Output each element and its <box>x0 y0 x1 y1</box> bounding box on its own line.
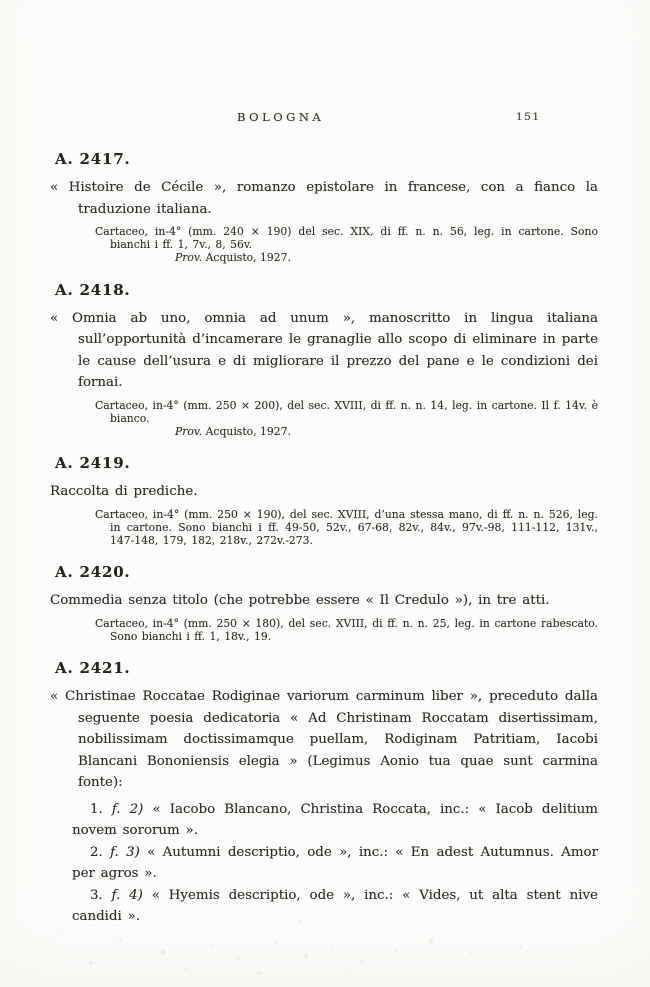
entry-item <box>50 885 598 928</box>
note-text: Cartaceo, in-4° (mm. 250 × 190), del sec. XVIII, d’una stessa mano, di ff. n. n. 526, leg. in cartone. Sono bianchi i ff. 49-50, 52v., 67-68, 82v., 84v., 97v.-98, 111-112, 131v., 147-148, 179, 182, 218v., 272v.-273. <box>95 507 598 548</box>
item-incipit: « Autumni descriptio, ode », inc.: « En adest Autumnus. Amor per agros ». <box>72 844 598 882</box>
provenance-text: Acquisto, 1927. <box>205 425 291 439</box>
entry-description: « Omnia ab uno, omnia ad unum », manoscritto in lingua italiana sull’opportunità d’incamerare le granaglie allo scopo di eliminare in parte le cause dell’usura e di migliorare il prezzo del pane e le condizioni dei fornai. <box>50 310 598 391</box>
item-folio: f. 3) <box>110 844 140 860</box>
item-incipit: « Iacobo Blancano, Christina Roccata, inc.: « Iacob delitium novem sororum ». <box>72 801 598 839</box>
entry-item <box>50 842 598 885</box>
entry-item <box>50 799 598 842</box>
entry-number: A. 2418. <box>55 280 131 299</box>
catalog-entry <box>50 563 598 643</box>
codicological-note <box>95 617 598 643</box>
item-number: 2. <box>90 844 103 860</box>
page-number: 151 <box>516 111 541 123</box>
entry-description: « Histoire de Cécile », romanzo epistolare in francese, con a fianco la traduzione italiana. <box>50 180 598 217</box>
scan-noise-speckles <box>0 0 2 2</box>
catalog-entries <box>50 150 598 928</box>
entry-description: Commedia senza titolo (che potrebbe essere « Il Credulo »), in tre atti. <box>50 593 550 609</box>
item-folio: f. 4) <box>111 887 143 903</box>
entry-description: Raccolta di prediche. <box>50 484 198 500</box>
item-folio: f. 2) <box>111 801 144 817</box>
codicological-note <box>95 225 598 265</box>
provenance-line <box>175 425 598 438</box>
provenance-label: Prov. <box>175 425 203 439</box>
note-text: Cartaceo, in-4° (mm. 250 × 200), del sec. XVIII, di ff. n. n. 14, leg. in cartone. Il f. 14v. è bianco. <box>95 398 598 425</box>
entry-number: A. 2421. <box>55 659 131 678</box>
entry-number: A. 2417. <box>55 150 131 168</box>
provenance-text: Acquisto, 1927. <box>205 251 291 265</box>
provenance-line <box>175 251 598 264</box>
running-head: BOLOGNA <box>237 110 325 124</box>
codicological-note <box>95 399 598 439</box>
catalog-entry <box>50 150 598 265</box>
entry-description: « Christinae Roccatae Rodiginae variorum carminum liber », preceduto dalla seguente poesia dedicatoria « Ad Christinam Roccatam disertissimam, nobilissimam doctissimamque puellam, Rodiginam Patritiam, Iacobi Blancani Bononiensis elegia » (Legimus Aonio tua quae sunt carmina fonte): <box>50 689 598 791</box>
catalog-entry <box>50 454 598 547</box>
item-number: 1. <box>90 801 103 817</box>
entry-number: A. 2420. <box>55 563 131 582</box>
codicological-note <box>95 508 598 548</box>
note-text: Cartaceo, in-4° (mm. 240 × 190) del sec. XIX, di ff. n. n. 56, leg. in cartone. Sono bianchi i ff. 1, 7v., 8, 56v. <box>95 225 598 252</box>
item-number: 3. <box>90 887 103 903</box>
catalog-entry <box>50 659 598 928</box>
note-text: Cartaceo, in-4° (mm. 250 × 180), del sec. XVIII, di ff. n. n. 25, leg. in cartone rabescato. Sono bianchi i ff. 1, 18v., 19. <box>95 616 598 644</box>
item-incipit: « Hyemis descriptio, ode », inc.: « Vides, ut alta stent nive candidi ». <box>72 887 598 925</box>
page-header <box>50 110 598 124</box>
catalog-entry <box>50 281 598 439</box>
entry-number: A. 2419. <box>55 454 131 473</box>
page-content <box>50 110 598 944</box>
provenance-label: Prov. <box>175 251 203 265</box>
